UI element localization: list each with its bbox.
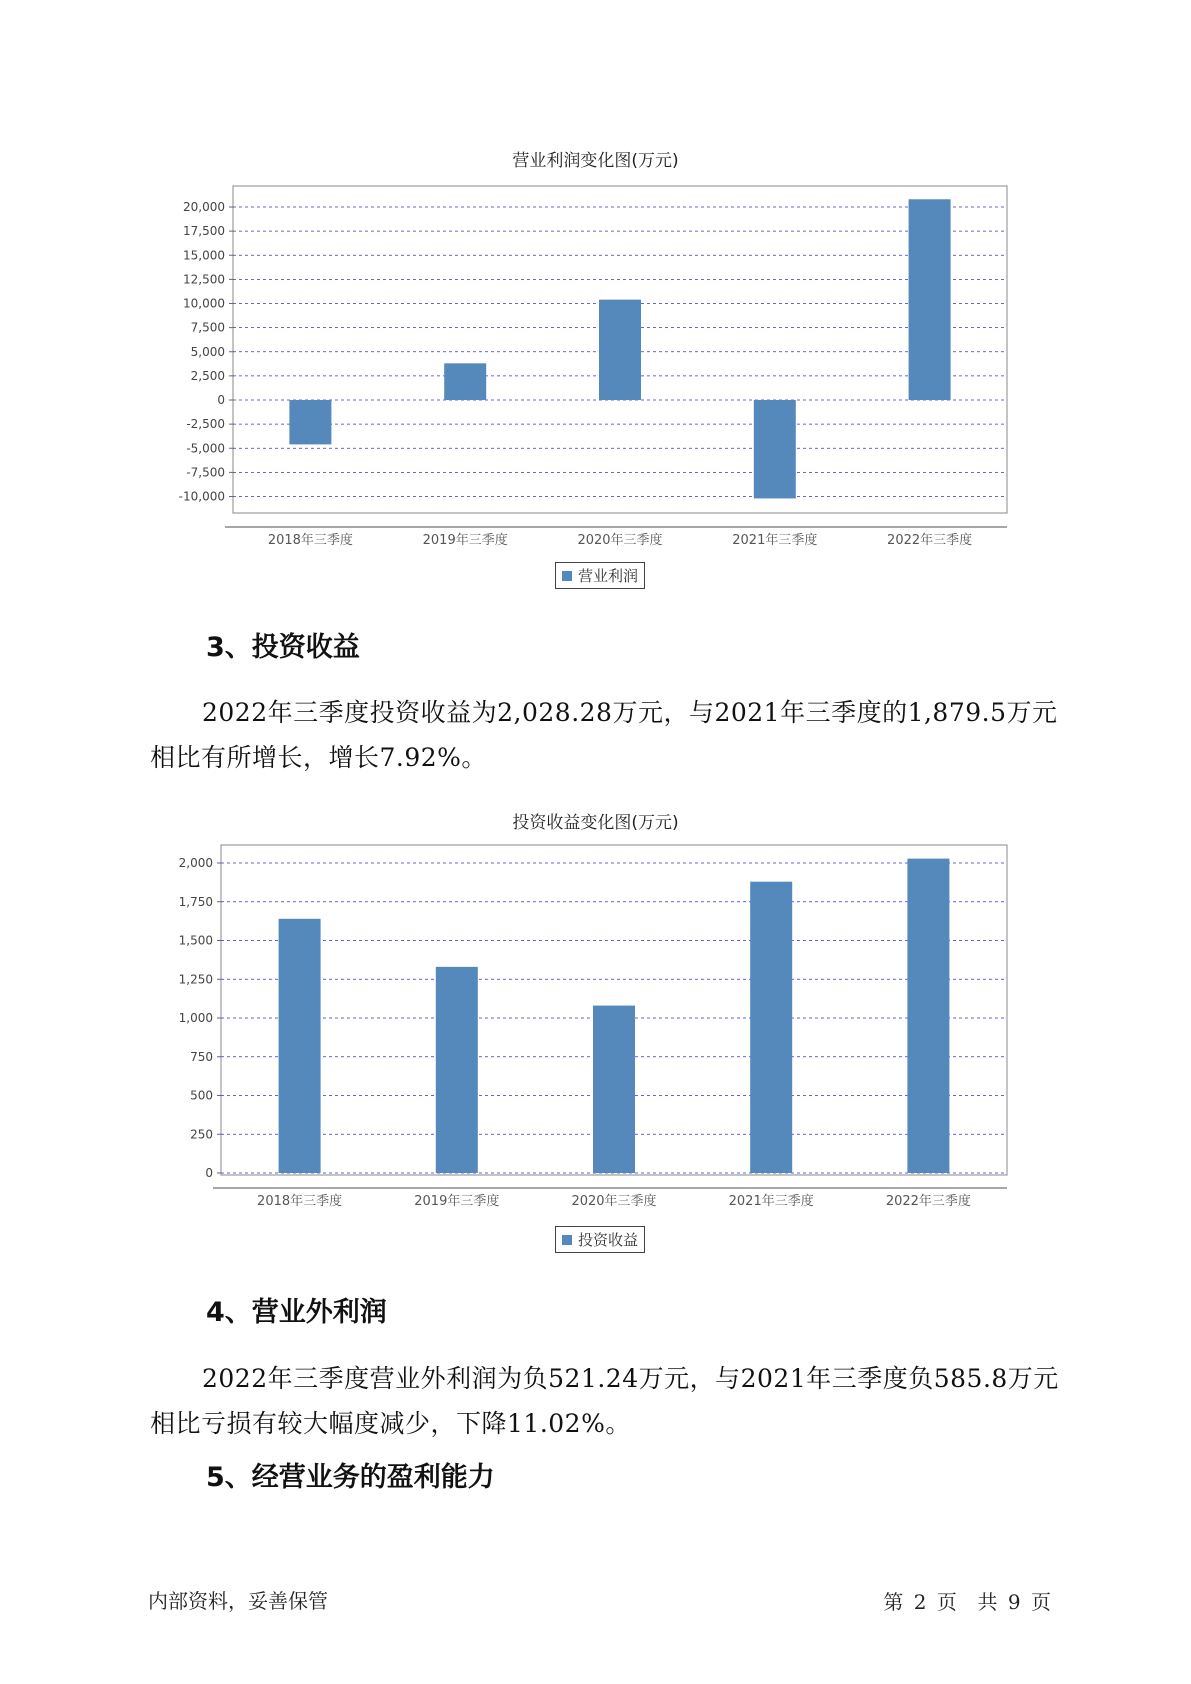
y-tick-label: 0	[205, 1166, 213, 1180]
y-tick-label: 15,000	[183, 248, 225, 263]
x-category-label: 2018年三季度	[257, 1194, 343, 1209]
section-heading: 5、经营业务的盈利能力	[206, 1462, 495, 1493]
y-tick-label: 12,500	[183, 272, 225, 287]
y-tick-label: 2,500	[190, 368, 225, 383]
section-paragraph: 2022年三季度营业外利润为负521.24万元，与2021年三季度负585.8万元相比亏损有较大幅度减少，下降11.02%。	[150, 1364, 1059, 1438]
chart-title: 营业利润变化图(万元)	[512, 151, 679, 171]
footer-page-number: 第 2 页 共 9 页	[883, 1590, 1051, 1614]
bar	[599, 300, 641, 400]
y-tick-label: 20,000	[183, 200, 225, 214]
bar	[754, 400, 796, 498]
bar	[750, 882, 792, 1173]
bar	[909, 199, 951, 400]
chart-title: 投资收益变化图(万元)	[512, 813, 679, 833]
y-tick-label: 2,000	[178, 856, 213, 870]
y-tick-label: 250	[190, 1127, 213, 1142]
y-tick-label: 1,750	[178, 894, 213, 909]
x-category-label: 2019年三季度	[422, 533, 508, 548]
y-tick-label: 1,250	[178, 972, 213, 987]
y-tick-label: 17,500	[183, 224, 225, 239]
x-category-label: 2022年三季度	[885, 1194, 971, 1209]
chart-legend	[555, 562, 645, 589]
y-tick-label: 1,500	[178, 933, 213, 948]
bar	[444, 363, 486, 400]
y-tick-label: 500	[190, 1088, 213, 1103]
section-heading: 3、投资收益	[206, 632, 360, 663]
legend-swatch	[562, 571, 572, 581]
x-category-label: 2018年三季度	[267, 533, 353, 548]
y-tick-label: 7,500	[190, 320, 225, 335]
x-category-label: 2021年三季度	[728, 1194, 814, 1209]
x-category-label: 2021年三季度	[732, 533, 818, 548]
x-category-label: 2020年三季度	[577, 533, 663, 548]
section-paragraph: 2022年三季度投资收益为2,028.28万元，与2021年三季度的1,879.5万元相比有所增长，增长7.92%。	[150, 698, 1058, 772]
x-category-label: 2022年三季度	[887, 533, 973, 548]
footer-confidential-note: 内部资料，妥善保管	[148, 1589, 328, 1613]
bar	[279, 919, 321, 1173]
chart-legend	[555, 1226, 645, 1253]
bar	[593, 1006, 635, 1173]
plot-area	[221, 845, 1007, 1175]
y-tick-label: -2,500	[186, 417, 225, 432]
y-tick-label: 10,000	[183, 296, 225, 311]
legend-label: 营业利润	[578, 567, 639, 585]
section-heading: 4、营业外利润	[206, 1297, 387, 1328]
y-tick-label: 0	[217, 393, 225, 407]
y-tick-label: 5,000	[190, 344, 225, 359]
y-tick-label: -5,000	[186, 441, 225, 456]
legend-swatch	[562, 1235, 572, 1245]
y-tick-label: -10,000	[178, 489, 225, 504]
bar	[289, 400, 331, 444]
y-tick-label: 750	[190, 1049, 213, 1064]
x-category-label: 2020年三季度	[571, 1194, 657, 1209]
bar	[907, 859, 949, 1173]
x-category-label: 2019年三季度	[414, 1194, 500, 1209]
legend-label: 投资收益	[578, 1231, 639, 1249]
bar	[436, 967, 478, 1173]
y-tick-label: 1,000	[178, 1011, 213, 1025]
plot-area	[233, 186, 1007, 513]
y-tick-label: -7,500	[186, 465, 225, 480]
